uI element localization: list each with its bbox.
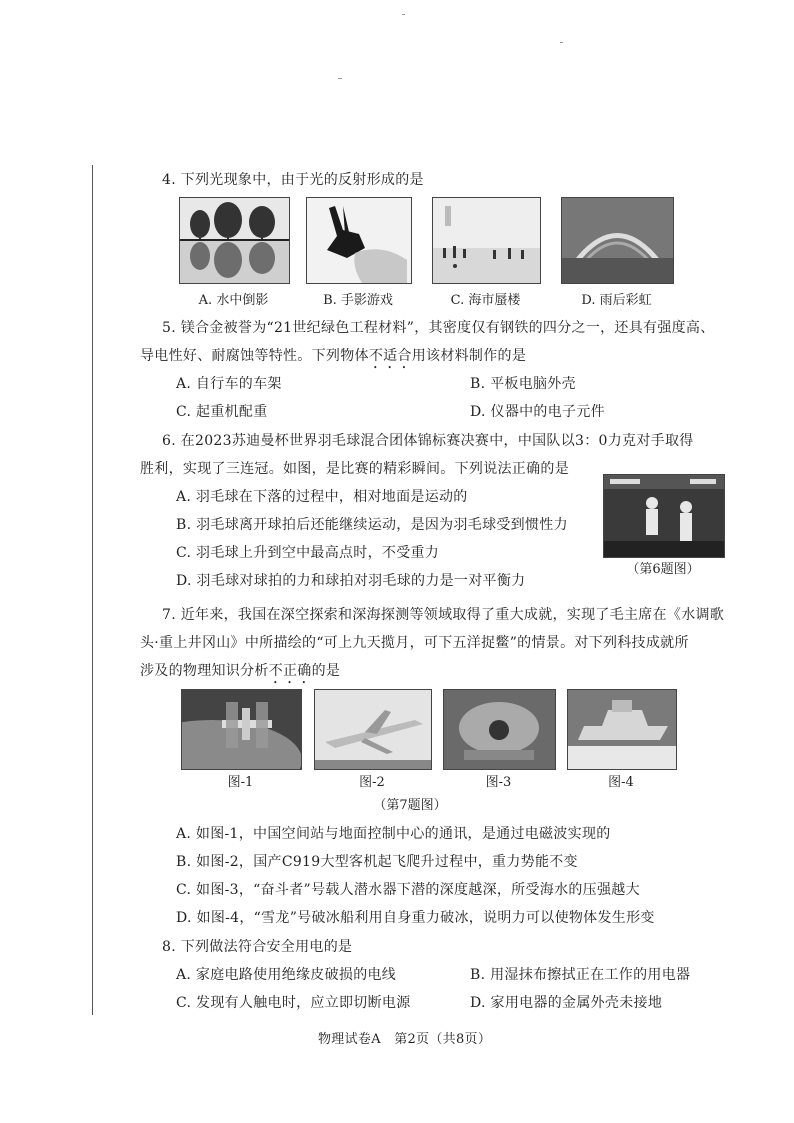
q7-figure-3 (443, 689, 556, 770)
q8-option-c: C. 发现有人触电时，应立即切断电源 (176, 995, 411, 1011)
q7-figure-1 (181, 689, 302, 770)
q4-option-d: D. 雨后彩虹 (581, 293, 652, 308)
mirage-photo-icon (433, 198, 540, 283)
q6-stem-line1: 6. 在2023苏迪曼杯世界羽毛球混合团体锦标赛决赛中，中国队以3：0力克对手取得 (162, 433, 694, 449)
q8-option-d: D. 家用电器的金属外壳未接地 (470, 995, 663, 1011)
q5-stem-line2: 导电性好、耐腐蚀等特性。下列物体不适合用该材料制作的是 (140, 348, 527, 364)
q8-stem: 8. 下列做法符合安全用电的是 (162, 939, 353, 955)
q4-figure-a (179, 197, 290, 284)
q6-figure (603, 474, 725, 558)
reflection-photo-icon (180, 198, 289, 283)
space-station-photo-icon (182, 690, 301, 769)
q7-stem-line1: 7. 近年来，我国在深空探索和深海探测等领域取得了重大成就，实现了毛主席在《水调歌 (162, 607, 725, 623)
q6-figure-caption: （第6题图） (626, 562, 700, 577)
badminton-photo-icon (604, 475, 724, 557)
q6-option-d: D. 羽毛球对球拍的力和球拍对羽毛球的力是一对平衡力 (176, 573, 526, 589)
q7-stem-line3: 涉及的物理知识分析不正确的是 (140, 663, 341, 679)
q7-option-a: A. 如图-1，中国空间站与地面控制中心的通讯，是通过电磁波实现的 (176, 826, 611, 842)
q7-figure-label-2: 图-2 (359, 775, 385, 790)
q4-option-b: B. 手影游戏 (323, 293, 393, 308)
scan-speck (338, 78, 342, 79)
q5-stem-line1: 5. 镁合金被誉为“21世纪绿色工程材料”，其密度仅有钢铁的四分之一，还具有强度高、 (162, 320, 715, 336)
icebreaker-photo-icon (568, 690, 676, 769)
q6-option-b: B. 羽毛球离开球拍后还能继续运动，是因为羽毛球受到惯性力 (176, 517, 568, 533)
q7-option-d: D. 如图-4，“雪龙”号破冰船利用自身重力破冰，说明力可以使物体发生形变 (176, 910, 655, 926)
q6-option-c: C. 羽毛球上升到空中最高点时，不受重力 (176, 545, 440, 561)
q6-stem-line2: 胜利，实现了三连冠。如图，是比赛的精彩瞬间。下列说法正确的是 (140, 461, 569, 477)
q7-figure-label-1: 图-1 (227, 775, 254, 790)
q7-figure-caption: （第7题图） (373, 798, 447, 813)
q5-option-b: B. 平板电脑外壳 (470, 376, 576, 392)
q6-option-a: A. 羽毛球在下落的过程中，相对地面是运动的 (176, 489, 468, 505)
q5-option-a: A. 自行车的车架 (176, 376, 282, 392)
hand-shadow-photo-icon (307, 198, 411, 283)
q4-option-c: C. 海市蜃楼 (450, 293, 521, 308)
q5-option-c: C. 起重机配重 (176, 404, 268, 420)
q5-emphasis: 不适合 (368, 348, 412, 364)
page-footer: 物理试卷A 第2页（共8页） (318, 1032, 492, 1047)
q4-figure-d (561, 197, 674, 284)
q4-figure-b (306, 197, 412, 284)
q7-option-b: B. 如图-2，国产C919大型客机起飞爬升过程中，重力势能不变 (176, 854, 578, 870)
page-margin-line (92, 165, 93, 1015)
q4-option-a: A. 水中倒影 (198, 293, 269, 308)
q7-figure-label-4: 图-4 (608, 775, 634, 790)
submersible-photo-icon (444, 690, 555, 769)
q5-option-d: D. 仪器中的电子元件 (470, 404, 605, 420)
q7-figure-label-3: 图-3 (485, 775, 512, 790)
scan-speck (402, 14, 405, 15)
q4-stem: 4. 下列光现象中，由于光的反射形成的是 (162, 172, 424, 188)
q4-figure-c (432, 197, 541, 284)
scan-speck (560, 42, 563, 43)
airliner-photo-icon (315, 690, 431, 769)
q7-figure-4 (567, 689, 677, 770)
q7-stem-line2: 头·重上井冈山》中所描绘的“可上九天揽月，可下五洋捉鳖”的情景。对下列科技成就所 (140, 635, 689, 651)
q7-emphasis: 不正确 (268, 663, 312, 679)
q7-option-c: C. 如图-3，“奋斗者”号载人潜水器下潜的深度越深，所受海水的压强越大 (176, 882, 640, 898)
rainbow-photo-icon (562, 198, 673, 283)
q7-figure-2 (314, 689, 432, 770)
q8-option-b: B. 用湿抹布擦拭正在工作的用电器 (470, 967, 691, 983)
q8-option-a: A. 家庭电路使用绝缘皮破损的电线 (176, 967, 397, 983)
